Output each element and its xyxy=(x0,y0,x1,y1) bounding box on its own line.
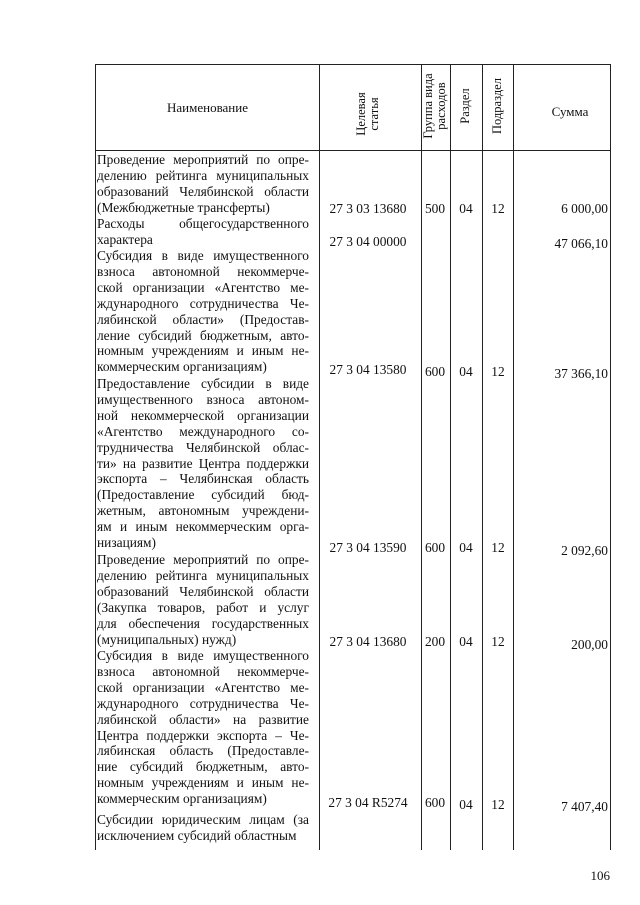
table-row-name: Расходы общегосударственного характера xyxy=(97,216,309,247)
table-row-code: 27 3 04 13580 xyxy=(329,362,407,377)
column-divider xyxy=(421,64,422,850)
header-section: Раздел xyxy=(458,88,472,124)
table-row-sum: 2 092,60 xyxy=(561,543,608,558)
table-row-subsection: 12 xyxy=(491,797,505,812)
table-row-section: 04 xyxy=(459,540,473,555)
table-row-name: Проведение мероприятий по опре- делению рейтинга муниципальных образований Челябинской области (Межбюджетные трансферты) xyxy=(97,152,309,215)
table-row-sum: 7 407,40 xyxy=(561,799,608,814)
table-row-sum: 200,00 xyxy=(571,637,608,652)
table-row-group: 600 xyxy=(424,364,446,379)
table-border-left xyxy=(95,64,96,850)
table-row-group: 500 xyxy=(424,201,446,216)
table-row-subsection: 12 xyxy=(491,634,505,649)
table-row-code: 27 3 04 R5274 xyxy=(328,795,408,810)
header-subsection: Подраздел xyxy=(490,78,504,134)
column-divider xyxy=(482,64,483,850)
table-row-group: 200 xyxy=(424,634,446,649)
table-border-top xyxy=(95,64,611,65)
column-divider xyxy=(450,64,451,850)
table-row-section: 04 xyxy=(459,797,473,812)
table-row-code: 27 3 04 13590 xyxy=(329,540,407,555)
table-row-subsection: 12 xyxy=(491,364,505,379)
table-row-code: 27 3 04 13680 xyxy=(329,634,407,649)
table-row-name: Субсидия в виде имущественного взноса автономной некоммерче- ской организации «Агентство ме- ждународного сотрудничества Че- лябинской области» на развитие Центра поддержки экспорта – Че- лябинская область (Предоставле- ние субсидий бюджетным, авто- номным учреждениям и иным не- коммерческим организациям) xyxy=(97,648,309,807)
table-row-name: Предоставление субсидии в виде имущественного взноса автоном- ной некоммерческой организации «Агентство международного со- трудничества Челябинской облас- ти» на развитие Центра поддержки экспорта – Челябинская область (Предоставление субсидий бюд- жетным, автономным учреждени- ям и иным некоммерческим орга- низациям) xyxy=(97,376,309,551)
header-group: Группа вида расходов xyxy=(421,73,448,139)
column-divider xyxy=(513,64,514,850)
header-divider xyxy=(95,150,611,151)
table-row-code: 27 3 03 13680 xyxy=(329,201,407,216)
header-code: Целевая статья xyxy=(354,92,381,136)
header-sum: Сумма xyxy=(551,104,589,119)
table-row-subsection: 12 xyxy=(491,540,505,555)
table-row-section: 04 xyxy=(459,634,473,649)
column-divider xyxy=(319,64,320,850)
table-row-name: Проведение мероприятий по опре- делению рейтинга муниципальных образований Челябинской области (Закупка товаров, работ и услуг для обеспечения государственных (муниципальных) нужд) xyxy=(97,552,309,647)
table-row-sum: 37 366,10 xyxy=(554,366,608,381)
table-row-sum: 47 066,10 xyxy=(554,236,608,251)
table-border-right xyxy=(610,64,611,850)
table-row-name: Субсидия в виде имущественного взноса автономной некоммерче- ской организации «Агентство ме- ждународного сотрудничества Че- лябинской области» (Предостав- ление субсидий бюджетным, авто- номным учреждениям и иным не- коммерческим организациям) xyxy=(97,248,309,375)
table-row-subsection: 12 xyxy=(491,201,505,216)
table-row-sum: 6 000,00 xyxy=(561,201,608,216)
table-row-name: Субсидии юридическим лицам (за исключением субсидий областным xyxy=(97,812,309,843)
table-row-section: 04 xyxy=(459,201,473,216)
table-row-group: 600 xyxy=(424,795,446,810)
header-name: Наименование xyxy=(167,100,248,115)
table-row-code: 27 3 04 00000 xyxy=(329,234,407,249)
table-row-section: 04 xyxy=(459,364,473,379)
table-row-group: 600 xyxy=(424,540,446,555)
page-number: 106 xyxy=(590,868,610,883)
